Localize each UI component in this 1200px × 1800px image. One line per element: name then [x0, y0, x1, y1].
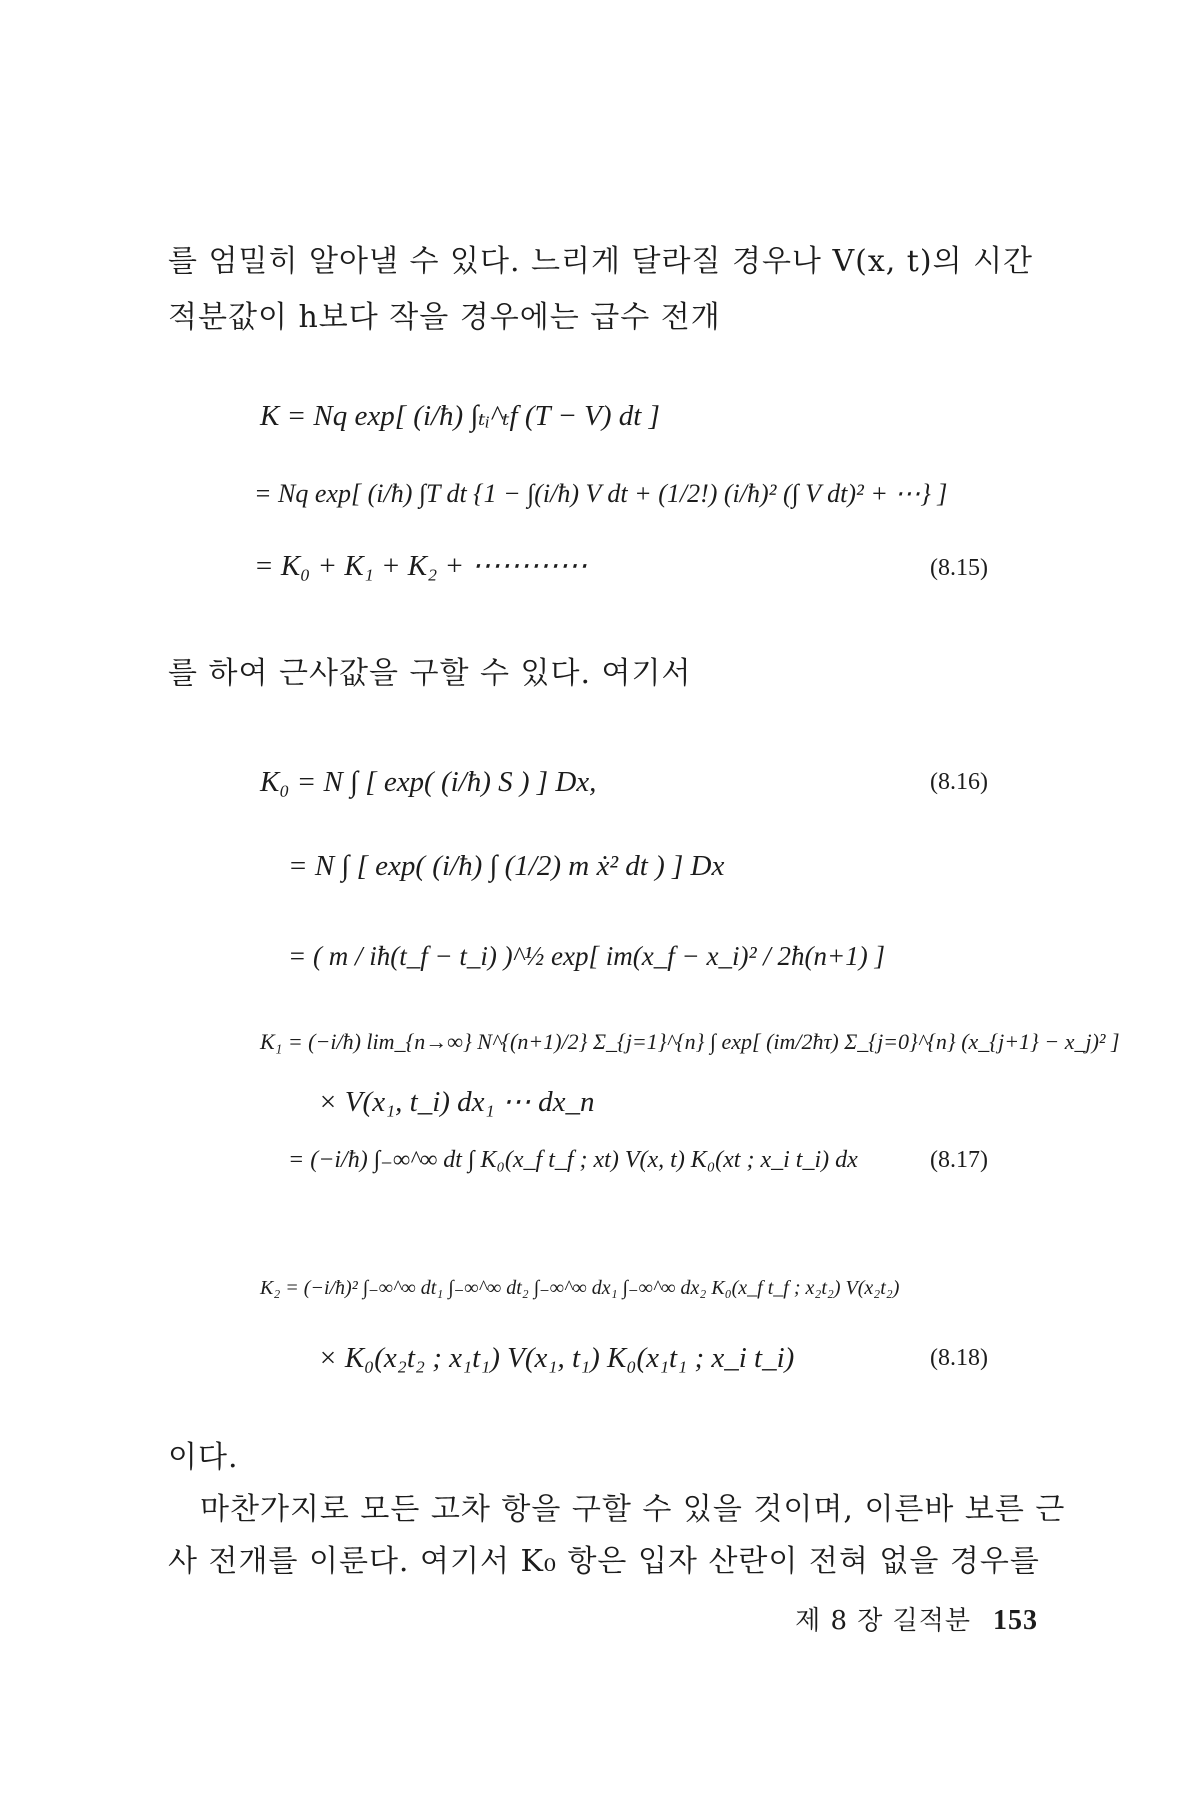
paragraph-conclusion-line-1: 이다.: [168, 1440, 239, 1475]
equation-8-17-line-3: = (−i/ħ) ∫₋∞^∞ dt ∫ K₀(x_f t_f ; xt) V(x, t) K₀(xt ; x_i t_i) dx: [288, 1147, 858, 1173]
equation-8-16-line-3: = ( m / iħ(t_f − t_i) )^½ exp[ im(x_f − x_i)² / 2ħ(n+1) ]: [288, 941, 886, 971]
equation-8-15-line-3: = K₀ + K₁ + K₂ + ⋯⋯⋯⋯: [254, 550, 588, 582]
equation-8-17-line-2: × V(x₁, t_i) dx₁ ⋯ dx_n: [318, 1086, 595, 1118]
equation-8-15-line-2: = Nq exp[ (i/ħ) ∫T dt {1 − ∫(i/ħ) V dt + (1/2!) (i/ħ)² (∫ V dt)² + ⋯} ]: [254, 479, 948, 508]
equation-number-8-15: (8.15): [930, 555, 988, 581]
equation-number-8-17: (8.17): [930, 1147, 988, 1173]
equation-8-16-line-2: = N ∫ [ exp( (i/ħ) ∫ (1/2) m ẋ² dt ) ] Dx: [288, 850, 725, 882]
page-number: 153: [993, 1605, 1038, 1636]
page-footer: [795, 1600, 1038, 1637]
paragraph-conclusion-line-2: 마찬가지로 모든 고차 항을 구할 수 있을 것이며, 이른바 보른 근: [200, 1492, 1066, 1527]
paragraph-conclusion-line-3: 사 전개를 이룬다. 여기서 K₀ 항은 입자 산란이 전혀 없을 경우를: [168, 1544, 1040, 1579]
equation-8-16-line-1: K₀ = N ∫ [ exp( (i/ħ) S ) ] Dx,: [260, 766, 597, 798]
equation-number-8-18: (8.18): [930, 1345, 988, 1371]
paragraph-approx: 를 하여 근사값을 구할 수 있다. 여기서: [168, 656, 692, 691]
paragraph-intro-line-2: 적분값이 h보다 작을 경우에는 급수 전개: [168, 300, 721, 335]
equation-8-18-line-1: K₂ = (−i/ħ)² ∫₋∞^∞ dt₁ ∫₋∞^∞ dt₂ ∫₋∞^∞ dx₁ ∫₋∞^∞ dx₂ K₀(x_f t_f ; x₂t₂) V(x₂t₂): [260, 1277, 900, 1299]
equation-number-8-16: (8.16): [930, 769, 988, 795]
equation-8-18-line-2: × K₀(x₂t₂ ; x₁t₁) V(x₁, t₁) K₀(x₁t₁ ; x_i t_i): [318, 1342, 795, 1374]
paragraph-intro-line-1: 를 엄밀히 알아낼 수 있다. 느리게 달라질 경우나 V(x, t)의 시간: [168, 244, 1034, 279]
equation-8-17-line-1: K₁ = (−i/ħ) lim_{n→∞} N^{(n+1)/2} Σ_{j=1}^{n} ∫ exp[ (im/2ħτ) Σ_{j=0}^{n} (x_{j+1} − x_j)² ]: [260, 1029, 1120, 1054]
equation-8-15-line-1: K = Nq exp[ (i/ħ) ∫ₜᵢ^ₜf (T − V) dt ]: [260, 400, 660, 432]
chapter-title: 제 8 장 길적분: [795, 1606, 971, 1636]
